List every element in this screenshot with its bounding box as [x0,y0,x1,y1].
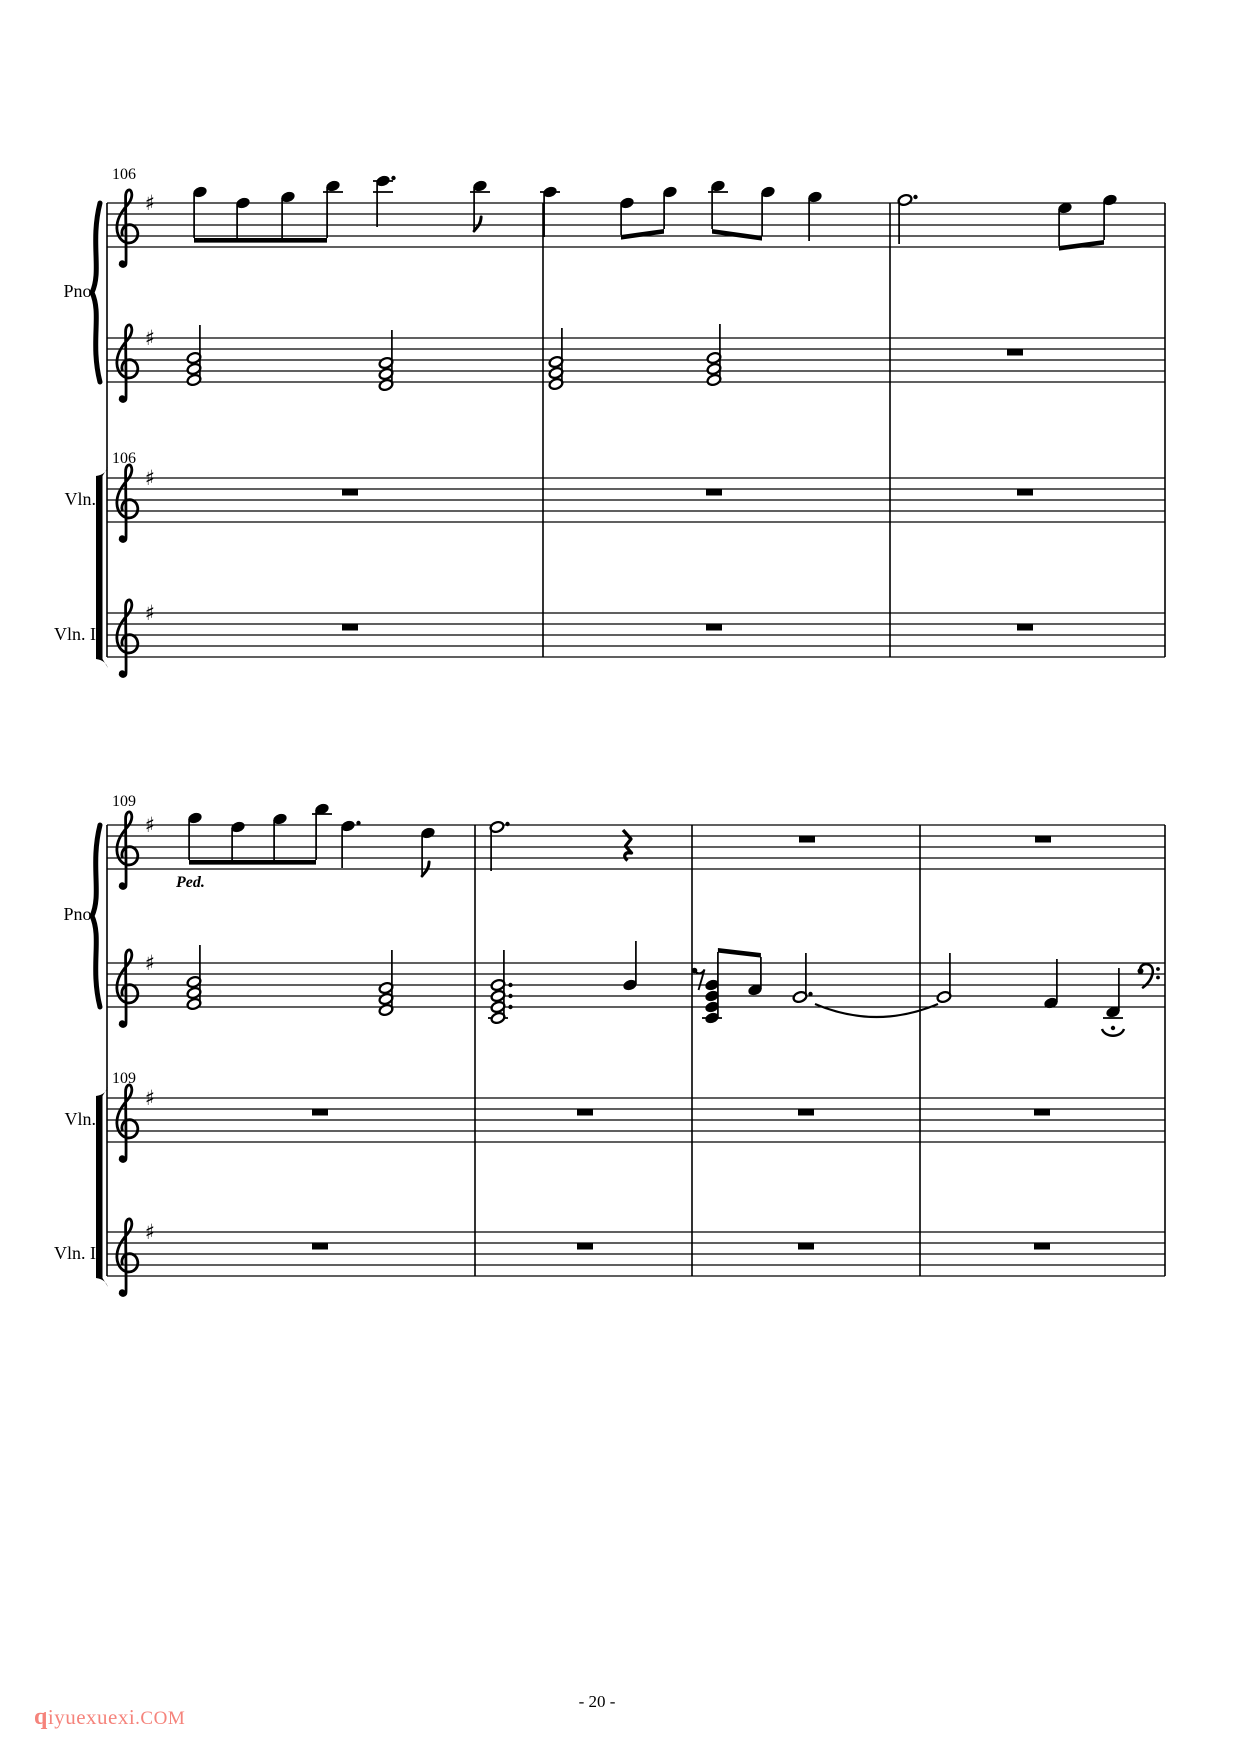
treble-clef [117,465,138,542]
instrument-label-piano-1: Pno. [63,281,96,301]
notation-wr [312,1243,328,1250]
watermark-suffix: .COM [135,1708,186,1729]
barlines-106 [107,203,1165,657]
measure-number-109-piano: 109 [112,793,136,810]
notation-n [489,820,509,871]
notation-n [662,185,678,229]
treble-clef [117,950,138,1027]
notation-n [708,179,728,229]
staff-groups-109 [92,825,108,1287]
notation-n [340,819,360,868]
staff-vln-1-109 [107,1219,1165,1296]
notation-c [706,324,722,387]
key-signature-sharp: ♯ [144,951,156,975]
staff-pno-rh-106 [107,190,1165,267]
key-signature-sharp: ♯ [144,1220,156,1244]
staff-vln-1-106 [107,600,1165,677]
treble-clef [117,190,138,267]
notation-c [186,945,202,1011]
watermark-rest: iyuexuexi [47,1705,136,1729]
notation-n [619,196,635,235]
notation-wr [706,624,722,631]
system-109 [92,802,1165,1295]
notation-n [235,196,251,238]
notation-bm [1059,240,1104,251]
notation-n [760,185,776,236]
staves-109 [107,812,1165,1296]
notation-n [1103,968,1123,1019]
notation-n [792,953,812,1004]
notation-n [1102,193,1118,240]
notation-n [373,174,396,227]
notation-qr [623,830,632,861]
instrument-label-violin-2: Vln. [64,1109,96,1129]
key-signature-sharp: ♯ [144,191,156,215]
notation-wr [1034,1243,1050,1250]
treble-clef [117,812,138,889]
notation-bm [712,229,762,241]
staff-vln-106 [107,465,1165,542]
treble-clef [117,1219,138,1296]
barlines-109 [107,825,1165,1276]
notation-n [622,941,638,992]
notation-wr [798,1243,814,1250]
notation-er [692,968,705,990]
notation-n [807,190,823,241]
notation-n [1043,959,1059,1010]
staves-106 [107,190,1165,677]
page-number: - 20 - [578,1692,616,1711]
notation-n [312,802,332,860]
system-106 [92,174,1165,676]
staff-pno-rh-109 [107,812,1165,889]
notation-bc [1138,964,1160,987]
notation-bm [194,238,327,243]
measure-number-106-piano: 106 [112,166,136,183]
notation-wr [342,624,358,631]
notation-bm [189,860,316,865]
notation-n [936,953,952,1004]
key-signature-sharp: ♯ [144,1086,156,1110]
instrument-label-piano-2: Pno. [63,904,96,924]
notation-c [186,325,202,387]
measure-number-109-violin: 109 [112,1070,136,1087]
notation-bm [621,229,664,240]
notation-wr [342,489,358,496]
notation-c [488,950,513,1025]
notation-wr [706,489,722,496]
notation-wr [577,1109,593,1116]
events-106 [186,174,1118,630]
notation-fi [1102,1026,1124,1036]
notation-n [323,179,343,238]
notation-wr [577,1243,593,1250]
violin-bracket [96,476,103,659]
notation-wr [1017,489,1033,496]
notation-n [1057,201,1073,246]
staff-groups-106 [92,203,108,668]
instrument-label-violin-1: Vln. [64,489,96,509]
watermark [34,1704,185,1731]
notation-n [470,179,490,232]
notation-wr [1035,836,1051,843]
key-signature-sharp: ♯ [144,466,156,490]
staff-vln-109 [107,1085,1165,1162]
notation-wr [798,1109,814,1116]
notation-bm [718,948,761,958]
treble-clef [117,325,138,402]
watermark-lead: q [34,1704,48,1730]
key-signature-sharp: ♯ [144,813,156,837]
staff-pno-lh-106 [107,325,1165,402]
notation-n [230,820,246,860]
notation-wr [1034,1109,1050,1116]
notation-c [378,330,394,392]
key-signature-sharp: ♯ [144,326,156,350]
violin-bracket [96,1096,103,1278]
key-signature-sharp: ♯ [144,601,156,625]
notation-wr [1007,349,1023,356]
instrument-label-violin1-2: Vln. I [54,1243,96,1263]
notation-wr [312,1109,328,1116]
instrument-label-violin1-1: Vln. I [54,624,96,644]
notation-wr [799,836,815,843]
pedal-marking: Ped. [176,874,205,891]
notation-wr [1017,624,1033,631]
treble-clef [117,600,138,677]
notation-n [192,185,208,238]
measure-number-106-violin: 106 [112,450,136,467]
treble-clef [117,1085,138,1162]
